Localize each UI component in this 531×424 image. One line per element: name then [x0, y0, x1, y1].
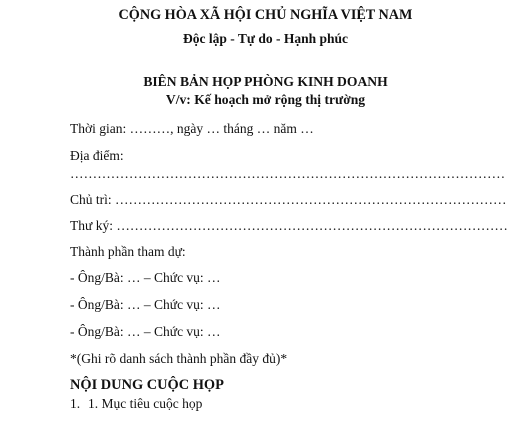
- attendee-item: - Ông/Bà: … – Chức vụ: …: [70, 297, 221, 312]
- document-subject: V/v: Kế hoạch mở rộng thị trường: [165, 92, 366, 107]
- meeting-content-heading: NỘI DUNG CUỘC HỌP: [70, 377, 224, 393]
- location-fill-line: ……………………………………………………………………………………: [70, 166, 506, 181]
- document-title: BIÊN BẢN HỌP PHÒNG KINH DOANH: [143, 74, 388, 89]
- list-item-objective: 1. Mục tiêu cuộc họp: [88, 396, 203, 411]
- attendee-item: - Ông/Bà: … – Chức vụ: …: [70, 324, 221, 339]
- list-number: 1.: [70, 396, 81, 411]
- attendees-note: *(Ghi rõ danh sách thành phần đầy đủ)*: [70, 351, 288, 366]
- chair-field: Chủ trì: ……………………………………………………………………………: [70, 192, 507, 207]
- national-header: CỘNG HÒA XÃ HỘI CHỦ NGHĨA VIỆT NAM: [118, 7, 413, 23]
- secretary-field: Thư ký: ……………………………………………………………………………: [70, 218, 508, 233]
- motto: Độc lập - Tự do - Hạnh phúc: [182, 31, 349, 46]
- location-label: Địa điểm:: [70, 148, 124, 163]
- attendees-label: Thành phần tham dự:: [70, 244, 186, 259]
- meeting-time-field: Thời gian: ………, ngày … tháng … năm …: [70, 121, 314, 136]
- attendee-item: - Ông/Bà: … – Chức vụ: …: [70, 270, 221, 285]
